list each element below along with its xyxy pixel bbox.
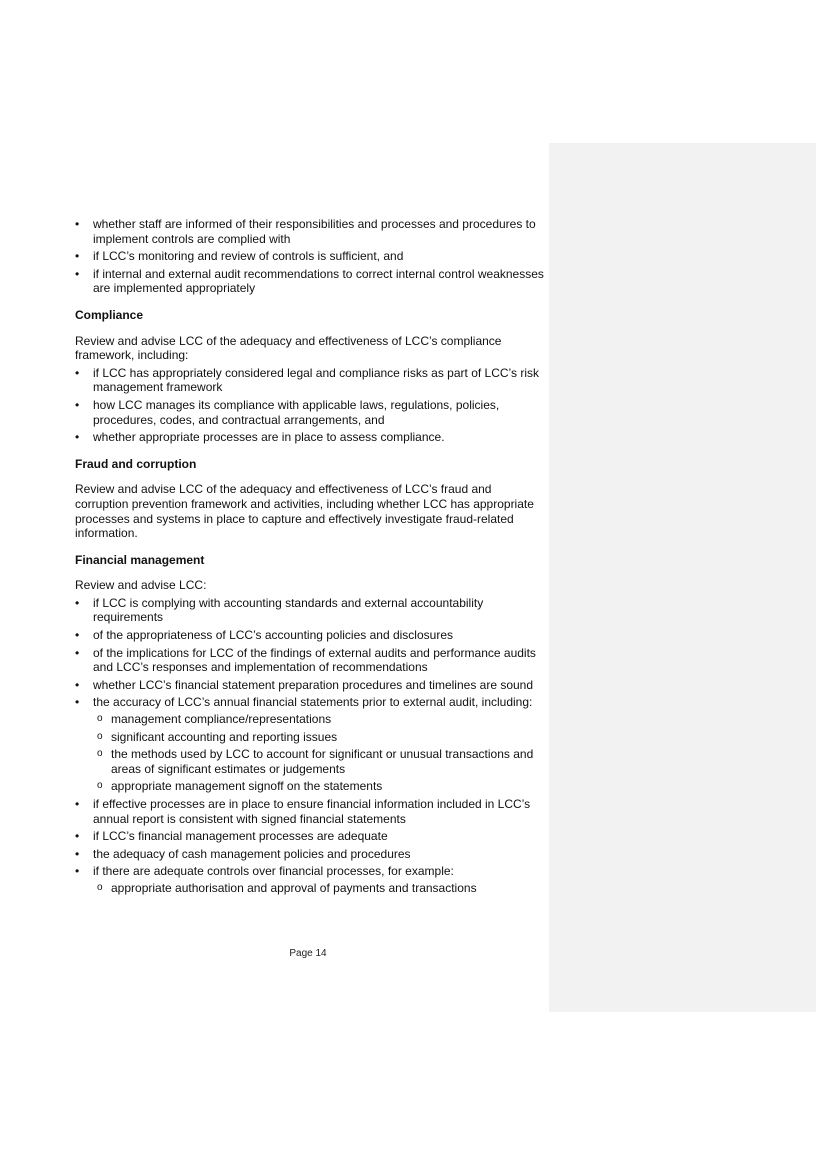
- compliance-heading: Compliance: [75, 307, 144, 322]
- compliance-intro: Review and advise LCC of the adequacy and effectiveness of LCC’s compliance framework, including:: [75, 333, 502, 363]
- compliance-bullet-list: [75, 366, 545, 445]
- sub-bullet-marker: o: [97, 748, 103, 760]
- sub-bullet-marker: o: [97, 730, 103, 742]
- sub-list-item: o management compliance/representations: [97, 712, 332, 727]
- list-item: • the adequacy of cash management policies and procedures: [75, 846, 411, 861]
- sub-bullet-marker: o: [97, 881, 103, 893]
- accuracy-sub-list: [93, 712, 545, 794]
- document-body: [75, 217, 545, 899]
- list-item: • of the implications for LCC of the findings of external audits and performance audits and LCC’s responses and implementation of recommendations: [75, 645, 536, 675]
- bullet-marker: •: [75, 677, 80, 692]
- sub-list-item: o appropriate management signoff on the statements: [97, 779, 383, 794]
- controls-sub-list: [93, 881, 545, 896]
- fraud-heading: Fraud and corruption: [75, 456, 197, 471]
- list-item: • if effective processes are in place to ensure financial information included in LCC’s annual report is consistent with signed financial statements: [75, 797, 531, 826]
- bullet-marker: •: [75, 829, 80, 844]
- list-item: • whether staff are informed of their responsibilities and processes and procedures to implement controls are complied with: [75, 217, 536, 246]
- sub-bullet-marker: o: [97, 713, 103, 725]
- bullet-marker: •: [75, 628, 80, 643]
- bullet-marker: •: [75, 266, 80, 281]
- list-item: • if there are adequate controls over financial processes, for example: o appropriate authorisation and approval of payments and transactions: [75, 864, 545, 895]
- list-item: • whether appropriate processes are in place to assess compliance.: [75, 430, 445, 445]
- bullet-marker: •: [75, 249, 80, 264]
- bullet-marker: •: [75, 365, 80, 380]
- page-number: Page 14: [289, 948, 327, 959]
- list-item: • if LCC’s monitoring and review of controls is sufficient, and: [75, 249, 404, 264]
- financial-intro: Review and advise LCC:: [75, 578, 207, 593]
- sub-list-item: o significant accounting and reporting issues: [97, 729, 338, 744]
- intro-bullet-list: [75, 217, 545, 296]
- list-item: • how LCC manages its compliance with applicable laws, regulations, policies, procedures, codes, and contractual arrangements, and: [75, 397, 500, 427]
- list-item: • if internal and external audit recommendations to correct internal control weaknesses are implemented appropriately: [75, 266, 544, 296]
- bullet-marker: •: [75, 864, 80, 879]
- bullet-marker: •: [75, 430, 80, 445]
- bullet-marker: •: [75, 397, 80, 412]
- list-item: • the accuracy of LCC’s annual financial statements prior to external audit, including: o management compliance/representations o significant accounting and reporting issues o the methods used by LCC to account for significant or unusual transactions and areas of significant estimates or judgements o appropriate management signoff on the statements: [75, 695, 545, 794]
- bullet-marker: •: [75, 645, 80, 660]
- list-item: • if LCC’s financial management processes are adequate: [75, 829, 388, 844]
- bullet-marker: •: [75, 217, 80, 231]
- sub-bullet-marker: o: [97, 780, 103, 792]
- list-item: • if LCC has appropriately considered legal and compliance risks as part of LCC’s risk management framework: [75, 365, 539, 395]
- sub-list-item: o appropriate authorisation and approval of payments and transactions: [97, 880, 477, 895]
- financial-heading: Financial management: [75, 552, 205, 567]
- comment-margin-pane: [549, 143, 816, 1012]
- sub-list-item: o the methods used by LCC to account for significant or unusual transactions and areas of significant estimates or judgements: [97, 747, 534, 776]
- bullet-marker: •: [75, 846, 80, 861]
- bullet-marker: •: [75, 595, 80, 610]
- bullet-marker: •: [75, 797, 80, 811]
- financial-bullet-list: [75, 596, 545, 896]
- bullet-marker: •: [75, 695, 80, 710]
- list-item: • whether LCC’s financial statement preparation procedures and timelines are sound: [75, 677, 534, 692]
- fraud-body: Review and advise LCC of the adequacy and effectiveness of LCC’s fraud and corruption prevention framework and activities, including whether LCC has appropriate processes and systems in place to capture and effectively investigate fraud-related information.: [75, 482, 534, 541]
- list-item: • of the appropriateness of LCC’s accounting policies and disclosures: [75, 628, 453, 643]
- list-item: • if LCC is complying with accounting standards and external accountability requirements: [75, 595, 484, 625]
